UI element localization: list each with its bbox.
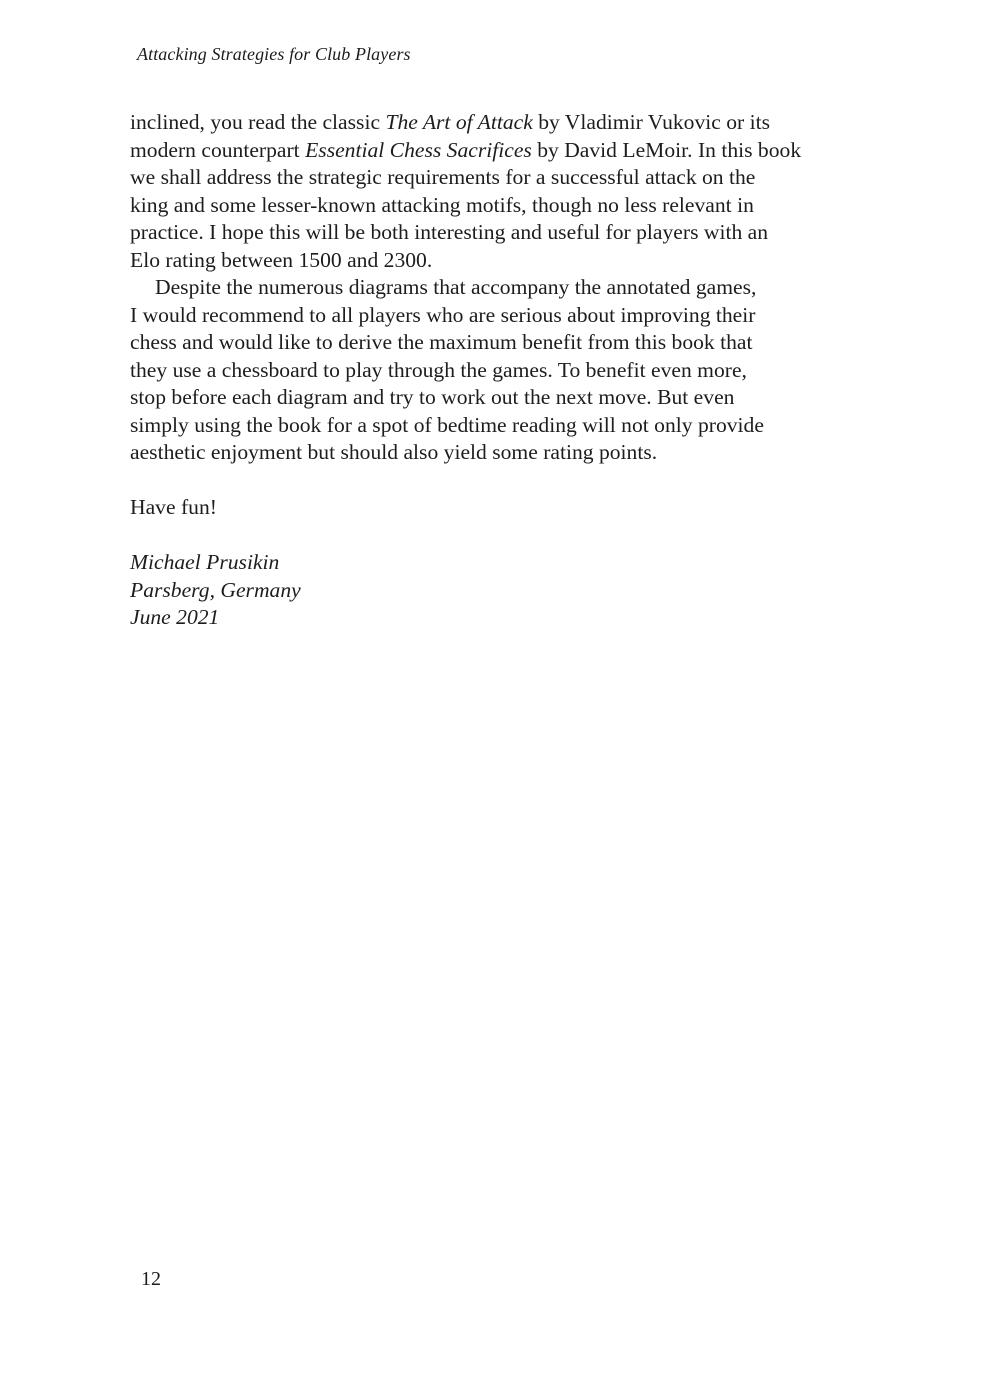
body-text [130, 109, 865, 632]
book-title: Essential Chess Sacrifices [305, 137, 532, 162]
signature-block [130, 549, 865, 632]
paragraph-2 [130, 274, 865, 467]
paragraph-1 [130, 109, 865, 274]
author-place: Parsberg, Germany [130, 577, 301, 602]
text-line: practice. I hope this will be both interesting and useful for players with an [130, 220, 769, 244]
text-line: they use a chessboard to play through the games. To benefit even more, [130, 357, 747, 382]
book-title: The Art of Attack [385, 110, 533, 134]
page-number: 12 [141, 1268, 161, 1290]
running-head: Attacking Strategies for Club Players [137, 44, 411, 64]
paragraph-gap [130, 467, 865, 495]
author-name: Michael Prusikin [130, 550, 280, 574]
text-line: Despite the numerous diagrams that accompany the annotated games, [155, 275, 757, 299]
text-line: we shall address the strategic requirements for a successful attack on the [130, 165, 756, 189]
text-line: inclined, you read the classic The Art of Attack by Vladimir Vukovic or its [130, 110, 771, 134]
text-line: simply using the book for a spot of bedtime reading will not only provide [130, 412, 764, 437]
text-line: modern counterpart Essential Chess Sacrifices by David LeMoir. In this book [130, 137, 802, 162]
text-line: stop before each diagram and try to work out the next move. But even [130, 385, 735, 409]
text-line: aesthetic enjoyment but should also yield some rating points. [130, 440, 658, 464]
text-line: chess and would like to derive the maximum benefit from this book that [130, 330, 753, 354]
closing-line: Have fun! [130, 495, 217, 519]
signature-date: June 2021 [130, 605, 220, 629]
text-line: I would recommend to all players who are serious about improving their [130, 302, 756, 327]
text-line: Elo rating between 1500 and 2300. [130, 247, 433, 272]
paragraph-gap [130, 522, 865, 550]
text-line: king and some lesser-known attacking motifs, though no less relevant in [130, 192, 754, 217]
